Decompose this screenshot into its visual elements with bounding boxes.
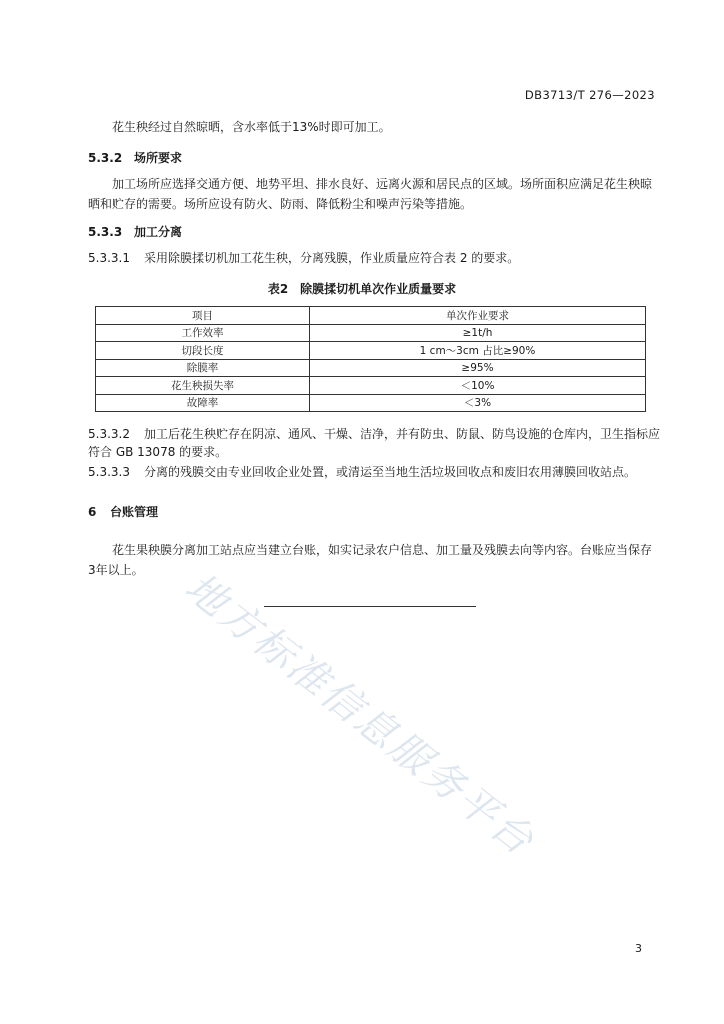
clause-5-3-3-3 — [88, 464, 660, 482]
table-cell: ≥1t/h — [310, 324, 646, 342]
table-cell: 1 cm～3cm 占比≥90% — [310, 342, 646, 360]
section-title: 台账管理 — [110, 505, 159, 519]
clause-5-3-3-1 — [88, 250, 660, 268]
section-5-3-2-heading — [88, 149, 182, 166]
section-number: 6 — [88, 505, 97, 519]
table-cell: 故障率 — [96, 394, 310, 412]
table-cell: 除膜率 — [96, 359, 310, 377]
document-code: DB3713/T 276—2023 — [524, 88, 655, 102]
table-header-row — [96, 307, 646, 325]
end-rule — [264, 606, 476, 607]
table-cell: 切段长度 — [96, 342, 310, 360]
section-number: 5.3.2 — [88, 151, 123, 165]
clause-number: 5.3.3.2 — [88, 427, 130, 441]
column-header: 项目 — [96, 307, 310, 325]
watermark: 地方标准信息服务平台 — [176, 564, 544, 866]
section-5-3-2-text: 加工场所应选择交通方便、地势平坦、排水良好、远离火源和居民点的区域。场所面积应满足花生秧晾晒和贮存的需要。场所应设有防火、防雨、降低粉尘和噪声污染等措施。 — [88, 177, 653, 211]
table-row — [96, 359, 646, 377]
table-caption: 表2 除膜揉切机单次作业质量要求 — [267, 282, 457, 296]
table-row — [96, 394, 646, 412]
clause-text: 加工后花生秧贮存在阴凉、通风、干燥、洁净，并有防虫、防鼠、防鸟设施的仓库内，卫生指标应符合 GB 13078 的要求。 — [88, 427, 661, 459]
section-title: 加工分离 — [134, 225, 183, 239]
section-5-3-3-heading — [88, 223, 182, 240]
section-6-text: 花生果秧膜分离加工站点应当建立台账，如实记录农户信息、加工量及残膜去向等内容。台账应当保存3年以上。 — [88, 543, 653, 577]
table-cell: ＜10% — [310, 377, 646, 395]
table-cell: ≥95% — [310, 359, 646, 377]
clause-number: 5.3.3.3 — [88, 465, 130, 479]
page-number: 3 — [635, 942, 642, 955]
table-cell: 工作效率 — [96, 324, 310, 342]
table-cell: ＜3% — [310, 394, 646, 412]
intro-paragraph: 花生秧经过自然晾晒，含水率低于13%时即可加工。 — [112, 120, 391, 134]
column-header: 单次作业要求 — [310, 307, 646, 325]
clause-text: 分离的残膜交由专业回收企业处置，或清运至当地生活垃圾回收点和废旧农用薄膜回收站点。 — [144, 465, 637, 479]
table-cell: 花生秧损失率 — [96, 377, 310, 395]
section-6-heading — [88, 503, 158, 520]
clause-number: 5.3.3.1 — [88, 251, 130, 265]
clause-5-3-3-2 — [88, 426, 660, 461]
table-row — [96, 377, 646, 395]
clause-text: 采用除膜揉切机加工花生秧，分离残膜，作业质量应符合表 2 的要求。 — [144, 251, 520, 265]
table-row — [96, 324, 646, 342]
table-row — [96, 342, 646, 360]
quality-requirements-table — [95, 306, 646, 412]
section-number: 5.3.3 — [88, 225, 123, 239]
section-title: 场所要求 — [134, 151, 183, 165]
